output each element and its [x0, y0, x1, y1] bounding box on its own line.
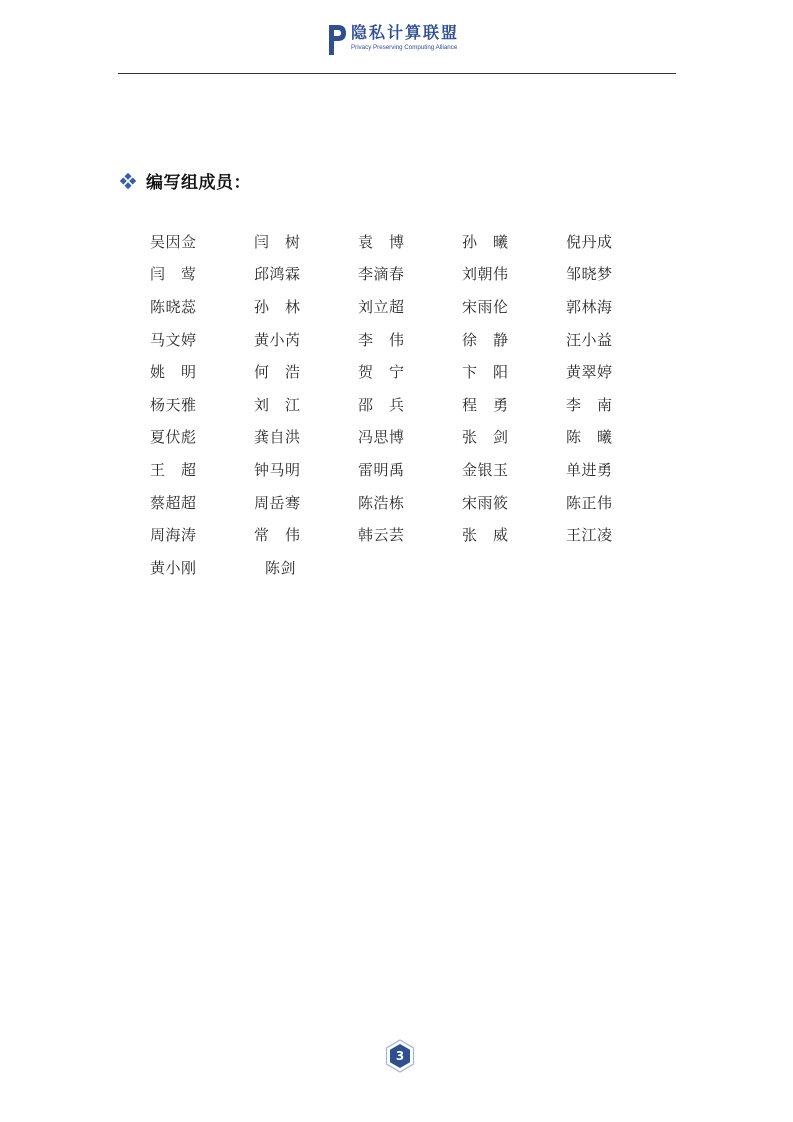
page-number: 3: [395, 1049, 405, 1063]
member-name: 马文婷: [150, 330, 197, 349]
member-name: 金银玉: [462, 460, 509, 479]
member-name: 张 威: [462, 526, 509, 545]
member-name: 何 浩: [254, 363, 301, 382]
member-name: 孙 林: [254, 297, 301, 316]
member-row: [150, 323, 670, 356]
member-row: [150, 551, 670, 584]
member-name: 邱鸿霖: [254, 265, 301, 284]
member-name: 吴因佥: [150, 232, 197, 251]
section-title: 编写组成员：: [146, 173, 251, 193]
member-name: 黄翠婷: [566, 363, 613, 382]
member-name: 徐 静: [462, 330, 509, 349]
member-name: 郭林海: [566, 297, 613, 316]
alliance-logo: [326, 21, 459, 57]
member-name: 陈正伟: [566, 493, 613, 512]
member-name: 黄小刚: [150, 558, 197, 577]
member-name: 陈浩栋: [358, 493, 405, 512]
member-row: [150, 290, 670, 323]
member-name: 孙 曦: [462, 232, 509, 251]
diamond-bullet-icon: [120, 173, 136, 189]
member-row: [150, 258, 670, 291]
logo-text: [351, 21, 459, 52]
member-name: 陈剑: [265, 558, 297, 577]
header-divider: [118, 73, 676, 74]
member-name: 刘立超: [358, 297, 405, 316]
member-name: 单进勇: [566, 460, 613, 479]
member-name: 姚 明: [150, 363, 197, 382]
page-header: [0, 18, 793, 58]
member-name: 陈晓蕊: [150, 297, 197, 316]
page-number-badge: [385, 1039, 415, 1073]
member-name: 闫 莺: [150, 265, 197, 284]
member-name: 雷明禹: [358, 460, 405, 479]
member-name: 程 勇: [462, 395, 509, 414]
member-name: 卞 阳: [462, 363, 509, 382]
member-name: 周岳骞: [254, 493, 301, 512]
member-name: 陈 曦: [566, 428, 613, 447]
member-name: 杨天雅: [150, 395, 197, 414]
member-name: 蔡超超: [150, 493, 197, 512]
logo-title-cn: 隐私计算联盟: [351, 23, 460, 42]
member-name: 闫 树: [254, 232, 301, 251]
member-name: 刘朝伟: [462, 265, 509, 284]
member-name: 夏伏彪: [150, 428, 197, 447]
member-name: 宋雨伦: [462, 297, 509, 316]
member-name: 宋雨筱: [462, 493, 509, 512]
member-name: 韩云芸: [358, 526, 405, 545]
member-row: [150, 518, 670, 551]
member-row: [150, 388, 670, 421]
member-name: 邹晓梦: [566, 265, 613, 284]
member-row: [150, 453, 670, 486]
member-name: 王 超: [150, 460, 197, 479]
member-name: 李 伟: [358, 330, 405, 349]
member-name: 贺 宁: [358, 363, 405, 382]
member-name: 李 南: [566, 395, 613, 414]
member-name: 李滴春: [358, 265, 405, 284]
member-name: 龚自洪: [254, 428, 301, 447]
member-name: 常 伟: [254, 526, 301, 545]
member-row: [150, 355, 670, 388]
member-row: [150, 486, 670, 519]
section-heading: [120, 168, 251, 193]
member-name: 张 剑: [462, 428, 509, 447]
member-row: [150, 225, 670, 258]
member-name: 刘 江: [254, 395, 301, 414]
member-name: 王江凌: [566, 526, 613, 545]
member-name: 袁 博: [358, 232, 405, 251]
member-name: 邵 兵: [358, 395, 405, 414]
logo-title-en: Privacy Preserving Computing Alliance: [351, 44, 458, 51]
member-name: 钟马明: [254, 460, 301, 479]
p-logo-icon: [326, 21, 348, 57]
member-name: 黄小芮: [254, 330, 301, 349]
member-row: [150, 421, 670, 454]
member-name: 汪小益: [566, 330, 613, 349]
member-list: [150, 225, 670, 584]
member-name: 周海涛: [150, 526, 197, 545]
member-name: 冯思博: [358, 428, 405, 447]
member-name: 倪丹成: [566, 232, 613, 251]
